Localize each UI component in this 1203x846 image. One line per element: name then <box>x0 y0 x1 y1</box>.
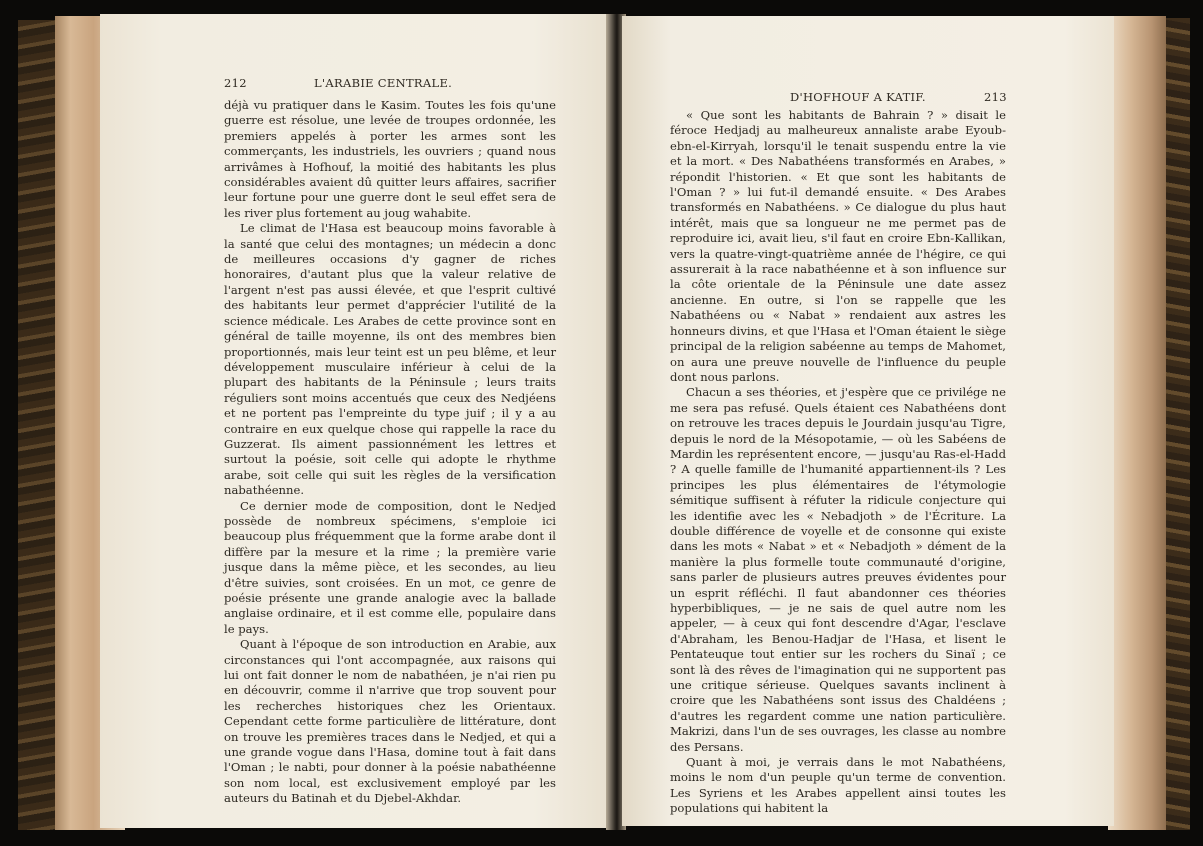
paragraph: déjà vu pratiquer dans le Kasim. Toutes les fois qu'une guerre est résolue, une levée de troupes ordonnée, les premiers appelés à porter les armes sont les commerçants, les industriels, les ouvriers ; quand nous arrivâmes à Hofhouf, la moitié des habitants les plus considérables avaient dû quitter leurs affaires, sacrifier leur fortune pour une guerre dont le seul effet sera de les river plus fortement au joug wahabite. <box>224 98 556 220</box>
running-title: L'ARABIE CENTRALE. <box>314 76 453 90</box>
left-page <box>100 14 610 828</box>
paragraph: « Que sont les habitants de Bahrain ? » disait le féroce Hedjadj au malheureux annaliste arabe Eyoub-ebn-el-Kirryah, lorsqu'il le tenait suspendu entre la vie et la mort. « Des Nabathéens transformés en Arabes, » répondit l'historien. « Et que sont les habitants de l'Oman ? » lui fut-il demandé ensuite. « Des Arabes transformés en Nabathéens. » Ce dialogue du plus haut intérêt, mais que sa longueur ne me permet pas de reproduire ici, avait lieu, s'il faut en croire Ebn-Kallikan, vers la quatre-vingt-quatrième année de l'hégire, ce qui assurerait à la race nabathéenne et à son influence sur la côte orientale de la Péninsule une date assez ancienne. En outre, si l'on se rappelle que les Nabathéens ou « Nabat » rendaient aux astres les honneurs divins, et que l'Hasa et l'Oman étaient le siège principal de la religion sabéenne au temps de Mahomet, on aura une preuve nouvelle de l'influence du peuple dont nous parlons. <box>670 108 1006 384</box>
paragraph: Ce dernier mode de composition, dont le Nedjed possède de nombreux spécimens, s'emploie ici beaucoup plus fréquemment que la forme arabe dont il diffère par la mesure et la rime ; la première varie jusque dans la même pièce, et les secondes, au lieu d'être suivies, sont croisées. En un mot, ce genre de poésie présente une grande analogie avec la ballade anglaise ordinaire, et il est comme elle, populaire dans le pays. <box>224 498 556 636</box>
paragraph: Le climat de l'Hasa est beaucoup moins favorable à la santé que celui des montagnes; un médecin a donc de meilleures occasions d'y gagner de riches honoraires, d'autant plus que la valeur relative de l'argent n'est pas aussi élevée, et que l'esprit cultivé des habitants leur permet d'apprécier l'utilité de la science médicale. Les Arabes de cette province sont en général de taille moyenne, ils ont des membres bien proportionnés, mais leur teint est un peu blême, et leur développement musculaire inférieur à celui de la plupart des habitants de la Péninsule ; leurs traits réguliers sont moins accentués que ceux des Nedjéens et ne portent pas l'empreinte du type juif ; il y a au contraire en eux quelque chose qui rappelle la race du Guzzerat. Ils aiment passionnément les lettres et surtout la poésie, soit celle qui adopte le rhythme arabe, soit celle qui suit les règles de la versification nabathéenne. <box>224 221 556 498</box>
paragraph: Quant à moi, je verrais dans le mot Nabathéens, moins le nom d'un peuple qu'un terme de convention. Les Syriens et les Arabes appellent ainsi toutes les populations qui habitent la <box>670 755 1006 816</box>
paragraph: Chacun a ses théories, et j'espère que ce privilége ne me sera pas refusé. Quels étaient ces Nabathéens dont on retrouve les traces depuis le Jourdain jusqu'au Tigre, depuis le nord de la Mésopotamie, — où les Sabéens de Mardin les représentent encore, — jusqu'au Ras-el-Hadd ? A quelle famille de l'humanité appartiennent-ils ? Les principes les plus élémentaires de l'étymologie sémitique suffisent à réfuter la ridicule conjecture qui les identifie avec les « Nebadjoth » de l'Écriture. La double différence de voyelle et de consonne qui existe dans les mots « Nabat » et « Nebadjoth » dément de la manière la plus formelle toute communauté d'origine, sans parler de plusieurs autres preuves évidentes pour un esprit réfléchi. Il faut abandonner ces théories hyperbibliques, — je ne sais de quel autre nom les appeler, — à ceux qui font descendre d'Agar, l'esclave d'Abraham, les Benou-Hadjar de l'Hasa, et lisent le Pentateuque tout entier sur les rochers du Sinaï ; ce sont là des rêves de l'imagination qui ne supportent pas une critique sérieuse. Quelques savants inclinent à croire que les Nabathéens sont issus des Chaldéens ; d'autres les regardent comme une nation particulière. Makrizi, dans l'un de ses ouvrages, les classe au nombre des Persans. <box>670 385 1006 754</box>
paragraph: Quant à l'époque de son introduction en Arabie, aux circonstances qui l'ont accompagnée, aux raisons qui lui ont fait donner le nom de nabathéen, je n'ai rien pu en découvrir, comme il n'arrive que trop souvent pour les recherches historiques chez les Orientaux. Cependant cette forme particulière de littérature, dont on trouve les premières traces dans le Nedjed, et qui a une grande vogue dans l'Hasa, domine tout à fait dans l'Oman ; le nabti, pour donner à la poésie nabathéenne son nom local, est exclusivement employé par les auteurs du Batinah et du Djebel-Akhdar. <box>224 637 556 806</box>
running-title: D'HOFHOUF A KATIF. <box>790 90 926 104</box>
right-page <box>622 16 1114 826</box>
page-number: 212 <box>224 76 247 90</box>
page-body <box>224 98 556 807</box>
page-number: 213 <box>984 90 1007 104</box>
page-edges-right <box>1108 16 1166 830</box>
page-body <box>670 108 1006 817</box>
